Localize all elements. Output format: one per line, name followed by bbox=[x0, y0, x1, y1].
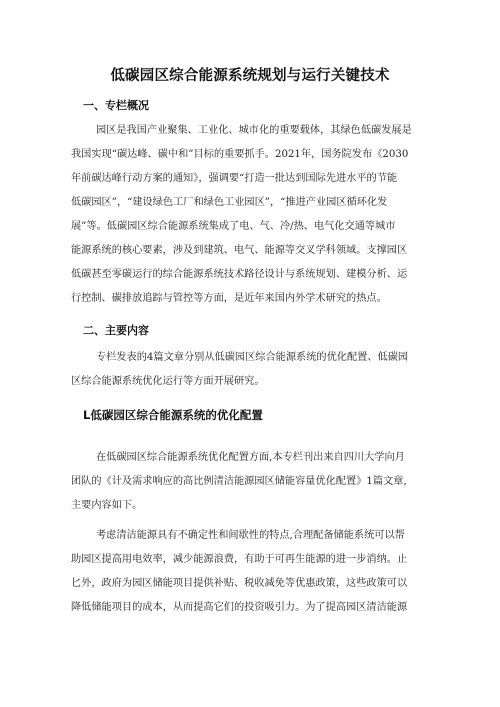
paragraph-line: 在低碳园区综合能源系统优化配置方面,本专栏刊出来自四川大学向月 bbox=[96, 452, 405, 463]
section-heading-main-content: 二、主要内容 bbox=[83, 324, 149, 337]
section-heading-overview: 一、专栏概况 bbox=[83, 99, 149, 112]
paragraph-line: 年前碳达峰行动方案的通知》，强调要“打造一批达到国际先进水平的节能 bbox=[71, 173, 398, 184]
paragraph-line: 团队的《计及需求响应的高比例清洁能源园区储能容量优化配置》1篇文章, bbox=[71, 476, 407, 487]
paragraph-line: 低碳园区”，“建设绿色工厂和绿色工业园区”，“推进产业园区循环化发 bbox=[71, 197, 388, 208]
subsection-heading-optimal-configuration: L低碳园区综合能源系统的优化配置 bbox=[83, 408, 263, 422]
paragraph-line: 主要内容如下。 bbox=[71, 500, 143, 511]
paragraph-line: 专栏发表的4篇文章分别从低碳园区综合能源系统的优化配置、低碳园 bbox=[96, 352, 409, 363]
paragraph-line: 展”等。低碳园区综合能源系统集成了电、气、冷/热、电气化交通等城市 bbox=[71, 221, 396, 232]
document-title: 低碳园区综合能源系统规划与运行关键技术 bbox=[110, 67, 390, 84]
paragraph-line: 助园区提高用电效率，减少能源浪费，有助于可再生能源的进一步消纳。止 bbox=[71, 554, 408, 565]
paragraph-line: 园区是我国产业聚集、工业化、城市化的重要载体，其绿色低碳发展是 bbox=[96, 125, 412, 136]
paragraph-line: 行控制、碳排放追踪与管控等方面，是近年来国内外学术研究的热点。 bbox=[71, 293, 387, 304]
paragraph-line: 低碳甚至零碳运行的综合能源系统技术路径设计与系统规划、建模分析、运 bbox=[71, 269, 408, 280]
paragraph-line: 降低储能项目的成本，从而提高它们的投资吸引力。为了提高园区清洁能源 bbox=[71, 602, 408, 613]
paragraph-line: 能源系统的核心要素，涉及到建筑、电气、能源等交叉学科领域。支撑园区 bbox=[71, 245, 408, 256]
paragraph-line: 匕外，政府为园区储能项目提供补贴、税收减免等优惠政策，这些政策可以 bbox=[71, 578, 408, 589]
paragraph-line: 考虑清洁能源具有不确定性和间歇性的特点,合理配备储能系统可以帮 bbox=[96, 530, 405, 541]
paragraph-line: 区综合能源系统优化运行等方面开展研究。 bbox=[71, 376, 265, 387]
paragraph-line: 我国实现“碳达峰、碳中和”目标的重要抓手。2021年，国务院发布《2030 bbox=[71, 149, 409, 160]
